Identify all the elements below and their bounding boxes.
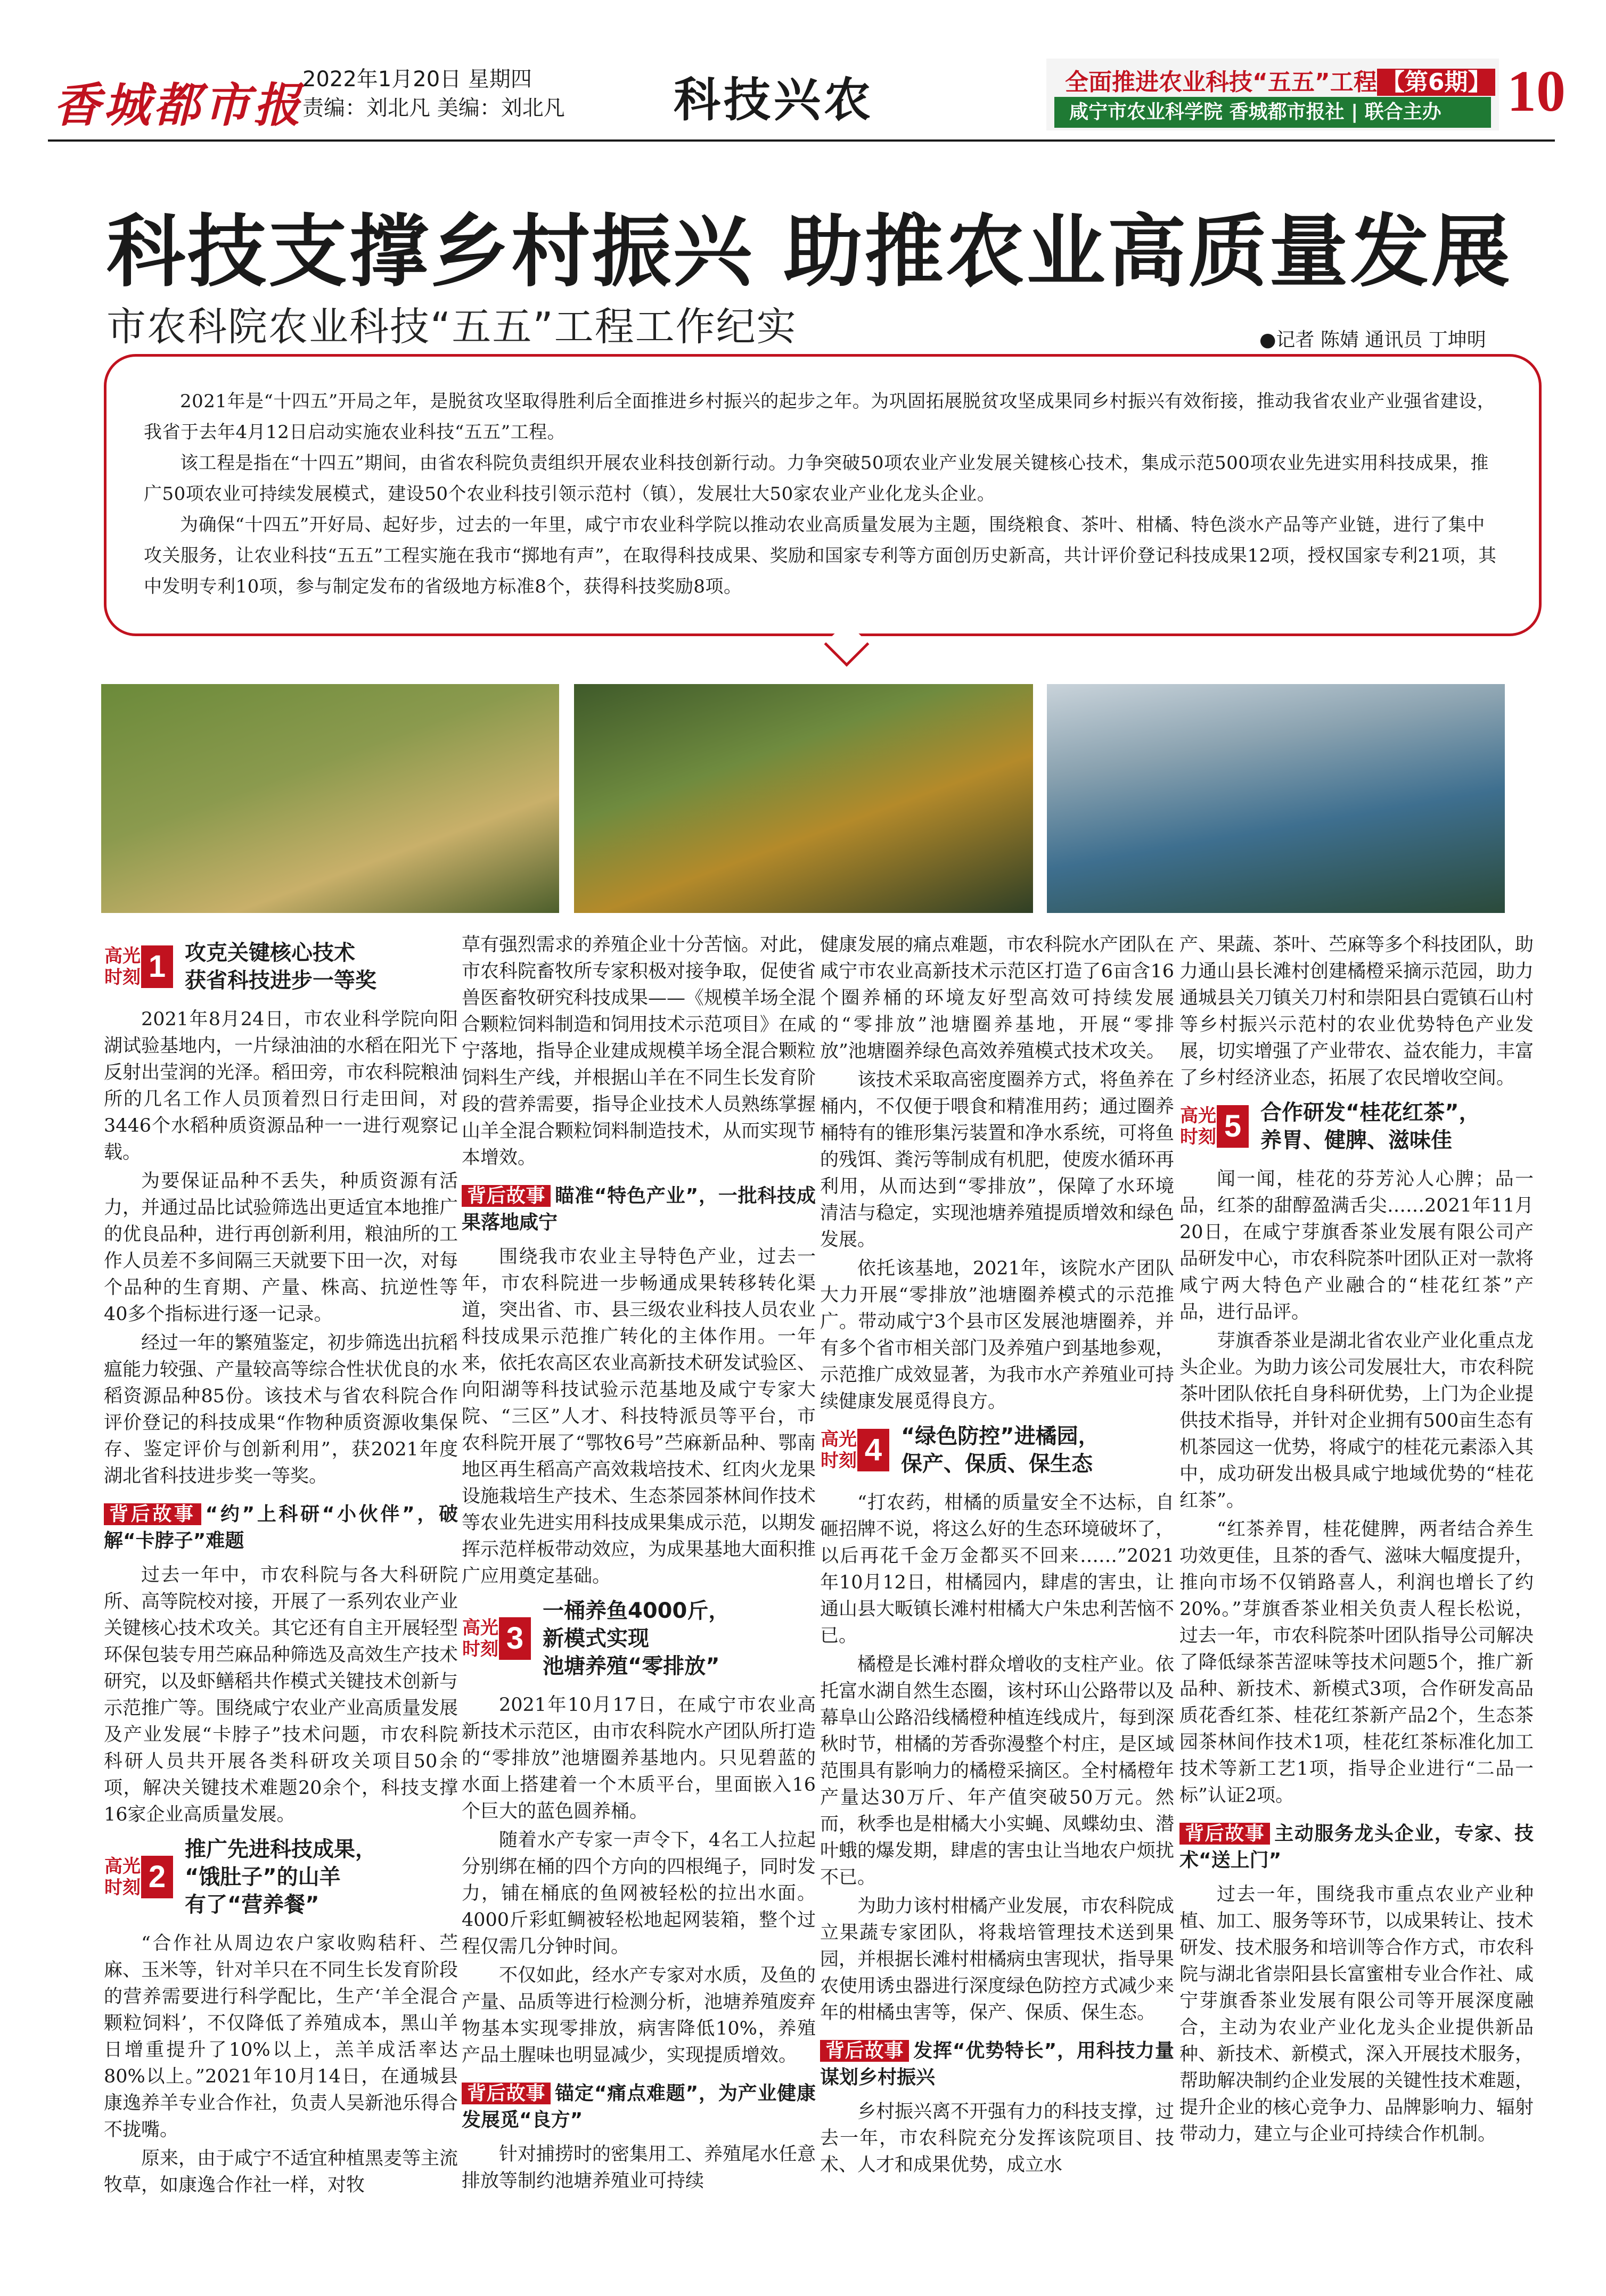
backstory-heading — [820, 2038, 1174, 2091]
headline: 科技支撑乡村振兴 助推农业高质量发展 — [106, 206, 1512, 298]
body-paragraph: 产、果蔬、茶叶、苎麻等多个科技团队，助力通山县长滩村创建橘橙采摘示范园，助力通城县关刀镇关刀村和崇阳县白霓镇石山村等乡村振兴示范村的农业优势特色产业发展，切实增强了产业带农、益农能力，丰富了乡村经济业态，拓展了农民增收空间。 — [1179, 934, 1534, 1089]
column-4 — [1179, 932, 1534, 2150]
backstory-heading — [1179, 1821, 1534, 1874]
backstory-tag: 背后故事 — [104, 1503, 201, 1525]
body-paragraph: 为助力该村柑橘产业发展，市农科院成立果蔬专家团队，将栽培管理技术送到果园，并根据长滩村柑橘病虫害现状，指导果农使用诱虫器进行深度绿色防控方式减少来年的柑橘虫害等，保产、保质、保生态。 — [820, 1896, 1175, 2023]
body-paragraph: 2021年8月24日，市农业科学院向阳湖试验基地内，一片绿油油的水稻在阳光下反射出莹润的光泽。稻田旁，市农科院粮油所的几名工作人员顶着烈日行走田间，对3446个水稻种质资源品种一一进行观察记载。 — [104, 1009, 458, 1163]
highlight-title: 一桶养鱼4000斤， 新模式实现 池塘养殖“零排放” — [543, 1599, 730, 1678]
highlight-number: 2 — [141, 1856, 173, 1898]
highlight-number: 4 — [857, 1429, 889, 1471]
backstory-tag: 背后故事 — [462, 2083, 551, 2104]
issue-date: 2022年1月20日 星期四 — [302, 67, 532, 92]
backstory-title: 主动服务龙头企业，专家、技术“送上门” — [1179, 1823, 1534, 1871]
highlight-heading — [820, 1422, 1174, 1478]
body-paragraph: 经过一年的繁殖鉴定，初步筛选出抗稻瘟能力较强、产量较高等综合性状优良的水稻资源品种85份。该技术与省农科院合作评价登记的科技成果“作物种质资源收集保存、鉴定评价与创新利用”，获2021年度湖北省科技进步奖一等奖。 — [104, 1332, 458, 1487]
highlight-label: 高光 时刻 — [821, 1429, 857, 1471]
photo-fish-tanks — [1047, 684, 1505, 913]
backstory-tag: 背后故事 — [462, 1185, 551, 1207]
highlight-number: 3 — [499, 1617, 531, 1660]
page-number: 10 — [1507, 59, 1566, 124]
highlight-title: 推广先进科技成果， “饿肚子”的山羊 有了“营养餐” — [185, 1837, 376, 1917]
body-paragraph: 原来，由于咸宁不适宜种植黑麦等主流牧草，如康逸合作社一样，对牧 — [104, 2148, 458, 2196]
body-paragraph: “打农药，柑橘的质量安全不达标，自砸招牌不说，将这么好的生态环境破坏了，以后再花千金万金都买不回来……”2021年10月12日，柑橘园内，肆虐的害虫，让通山县大畈镇长滩村柑橘大户朱忠利苦恼不已。 — [820, 1492, 1175, 1647]
column-3 — [820, 932, 1174, 2180]
backstory-heading — [462, 1183, 816, 1236]
dateline — [302, 65, 565, 122]
body-paragraph: 健康发展的痛点难题，市农科院水产团队在咸宁市农业高新技术示范区打造了6亩含16个圈养桶的环境友好型高效可持续发展的“零排放”池塘圈养基地，开展“零排放”池塘圈养绿色高效养殖模式技术攻关。 — [820, 934, 1175, 1062]
body-paragraph: 针对捕捞时的密集用工、养殖尾水任意排放等制约池塘养殖业可持续 — [462, 2144, 816, 2192]
body-paragraph: 过去一年中，市农科院与各大科研院所、高等院校对接，开展了一系列农业产业关键核心技术攻关。其它还有自主开展轻型环保包装专用苎麻品种筛选及高效生产技术研究，以及虾鳝稻共作模式关键技术创新与示范推广等。围绕咸宁农业产业高质量发展及产业发展“卡脖子”技术问题，市农科院科研人员共开展各类科研攻关项目50余项，解决关键技术难题20余个，科技支撑16家企业高质量发展。 — [104, 1565, 458, 1825]
intro-paragraph: 该工程是指在“十四五”期间，由省农科院负责组织开展农业科技创新行动。力争突破50项农业产业发展关键核心技术，集成示范500项农业先进实用科技成果，推广50项农业可持续发展模式，建设50个农业科技引领示范村（镇），发展壮大50家农业产业化龙头企业。 — [144, 452, 1489, 505]
body-paragraph: 为要保证品种不丢失，种质资源有活力，并通过品比试验筛选出更适宜本地推广的优良品种，进行再创新利用，粮油所的工作人员差不多间隔三天就要下田一次，对每个品种的生育期、产量、株高、抗逆性等40多个指标进行逐一记录。 — [104, 1171, 458, 1325]
highlight-heading — [462, 1597, 816, 1680]
highlight-number: 5 — [1217, 1105, 1249, 1148]
backstory-title: “约”上科研“小伙伴”，破解“卡脖子”难题 — [104, 1503, 458, 1552]
column-1 — [104, 932, 458, 2201]
body-paragraph: 依托该基地，2021年，该院水产团队大力开展“零排放”池塘圈养模式的示范推广。带动咸宁3个县市区发展池塘圈养，并有多个省市相关部门及养殖户到基地参观，示范推广成效显著，为我市水产养殖业可持续健康发展觅得良方。 — [820, 1258, 1175, 1412]
highlight-heading — [1179, 1099, 1534, 1154]
body-paragraph: 2021年10月17日，在咸宁市农业高新技术示范区，由市农科院水产团队所打造的“零排放”池塘圈养基地内。只见碧蓝的水面上搭建着一个木质平台，里面嵌入16个巨大的蓝色圆养桶。 — [462, 1694, 816, 1822]
body-paragraph: 芽旗香茶业是湖北省农业产业化重点龙头企业。为助力该公司发展壮大，市农科院茶叶团队依托自身科研优势，上门为企业提供技术指导，并针对企业拥有500亩生态有机茶园这一优势，将咸宁的桂花元素添入其中，成功研发出极具咸宁地域优势的“桂花红茶”。 — [1179, 1330, 1534, 1511]
masthead-rule — [48, 139, 1555, 142]
photo-rice-field — [101, 684, 559, 913]
highlight-label: 高光 时刻 — [104, 1856, 141, 1898]
intro-paragraph: 为确保“十四五”开好局、起好步，过去的一年里，咸宁市农业科学院以推动农业高质量发展为主题，围绕粮食、茶叶、柑橘、特色淡水产品等产业链，进行了集中攻关服务，让农业科技“五五”工程实施在我市“掷地有声”，在取得科技成果、奖励和国家专利等方面创历史新高，共计评价登记科技成果12项，授权国家专利21项，其中发明专利10项，参与制定发布的省级地方标准8个，获得科技奖励8项。 — [144, 514, 1497, 597]
backstory-heading — [462, 2080, 816, 2134]
backstory-tag: 背后故事 — [820, 2040, 909, 2062]
byline: ●记者 陈婧 通讯员 丁坤明 — [1259, 329, 1486, 351]
intro-paragraph: 2021年是“十四五”开局之年，是脱贫攻坚取得胜利后全面推进乡村振兴的起步之年。为巩固拓展脱贫攻坚成果同乡村振兴有效衔接，推动我省农业产业强省建设，我省于去年4月12日启动实施农业科技“五五”工程。 — [144, 391, 1496, 443]
backstory-title: 瞄准“特色产业”，一批科技成果落地咸宁 — [462, 1185, 816, 1233]
section-title: 科技兴农 — [674, 72, 874, 127]
body-paragraph: 围绕我市农业主导特色产业，过去一年，市农科院进一步畅通成果转移转化渠道，突出省、市、县三级农业科技人员农业科技成果示范推广转化的主体作用。一年来，依托农高区农业高新技术研发试验区、向阳湖等科技试验示范基地及咸宁专家大院、“三区”人才、科技特派员等平台，市农科院开展了“鄂牧6号”苎麻新品种、鄂南地区再生稻高产高效栽培技术、红肉火龙果设施栽培生产技术、生态茶园茶林间作技术等农业先进实用科技成果集成示范，以期发挥示范样板带动效应，为成果基地大面积推广应用奠定基础。 — [462, 1246, 816, 1587]
series-organizers: 咸宁市农业科学院 香城都市报社 | 联合主办 — [1054, 97, 1491, 128]
highlight-title: 攻克关键核心技术 获省科技进步一等奖 — [185, 941, 376, 993]
highlight-title: 合作研发“桂花红茶”， 养胃、健脾、滋味佳 — [1260, 1100, 1480, 1153]
highlight-heading — [104, 1836, 458, 1919]
body-paragraph: 草有强烈需求的养殖企业十分苦恼。对此，市农科院畜牧所专家积极对接争取，促使省兽医畜牧研究科技成果——《规模羊场全混合颗粒饲料制造和饲用技术示范项目》在咸宁落地，指导企业建成规模羊场全混合颗粒饲料生产线，并根据山羊在不同生长发育阶段的营养需要，指导企业技术人员熟练掌握山羊全混合颗粒饲料制造技术，从而实现节本增效。 — [462, 934, 816, 1168]
series-title — [1065, 63, 1495, 97]
body-paragraph: 橘橙是长滩村群众增收的支柱产业。依托富水湖自然生态圈，该村环山公路带以及幕阜山公路沿线橘橙种植连线成片，每到深秋时节，柑橘的芳香弥漫整个村庄，是区域范围具有影响力的橘橙采摘区。全村橘橙年产量达30万斤、年产值突破50万元。然而，秋季也是柑橘大小实蝇、凤蝶幼虫、潜叶蛾的爆发期，肆虐的害虫让当地农户烦扰不已。 — [820, 1654, 1175, 1888]
backstory-title: 锚定“痛点难题”，为产业健康发展觅“良方” — [462, 2083, 816, 2131]
series-title-text: 全面推进农业科技“五五”工程 — [1065, 69, 1377, 96]
column-2 — [462, 932, 816, 2196]
body-paragraph: 闻一闻，桂花的芬芳沁人心脾；品一品，红茶的甜醇盈满舌尖……2021年11月20日，在咸宁芽旗香茶业发展有限公司产品研发中心，市农科院茶叶团队正对一款将咸宁两大特色产业融合的“桂花红茶”产品，进行品评。 — [1179, 1168, 1534, 1323]
photo-orchard-visit — [574, 684, 1033, 913]
body-paragraph: “红茶养胃，桂花健脾，两者结合养生功效更佳，且茶的香气、滋味大幅度提升，推向市场不仅销路喜人，利润也增长了约20%。”芽旗香茶业相关负责人程长松说，过去一年，市农科院茶叶团队指导公司解决了降低绿茶苦涩味等技术问题5个，推广新品种、新技术、新模式3项，合作研发高品质花香红茶、桂花红茶新产品2个，生态茶园茶林间作技术1项，桂花红茶标准化加工技术等新工艺1项，指导企业进行“二品一标”认证2项。 — [1179, 1519, 1534, 1806]
newspaper-logo: 香城都市报 — [53, 77, 304, 133]
backstory-heading — [104, 1501, 458, 1554]
editors: 责编：刘北凡 美编：刘北凡 — [302, 96, 565, 120]
backstory-title: 发挥“优势特长”，用科技力量谋划乡村振兴 — [820, 2040, 1174, 2088]
series-issue: 【第6期】 — [1377, 69, 1496, 96]
highlight-number: 1 — [141, 945, 173, 988]
body-paragraph: 不仅如此，经水产专家对水质，及鱼的产量、品质等进行检测分析，池塘养殖废弃物基本实现零排放，病害降低10%，养殖产品土腥味也明显减少，实现提质增效。 — [462, 1965, 816, 2066]
body-paragraph: 随着水产专家一声令下，4名工人拉起分别绑在桶的四个方向的四根绳子，同时发力，铺在桶底的鱼网被轻松的拉出水面。4000斤彩虹鲷被轻松地起网装箱，整个过程仅需几分钟时间。 — [462, 1830, 816, 1957]
body-paragraph: 过去一年，围绕我市重点农业产业种植、加工、服务等环节，以成果转让、技术研发、技术服务和培训等合作方式，市农科院与湖北省崇阳县长富蜜柑专业合作社、咸宁芽旗香茶业发展有限公司等开展深度融合，主动为农业产业化龙头企业提供新品种、新技术、新模式，深入开展技术服务，帮助解决制约企业发展的关键性技术难题，提升企业的核心竞争力、品牌影响力、辐射带动力，建立与企业可持续合作机制。 — [1179, 1884, 1534, 2145]
highlight-label: 高光 时刻 — [104, 945, 141, 988]
body-paragraph: “合作社从周边农户家收购秸秆、苎麻、玉米等，针对羊只在不同生长发育阶段的营养需要进行科学配比，生产‘羊全混合颗粒饲料’，不仅降低了养殖成本，黑山羊日增重提升了10%以上，羔羊成活率达80%以上。”2021年10月14日，在通城县康逸养羊专业合作社，负责人吴新池乐得合不拢嘴。 — [104, 1933, 458, 2141]
subheadline: 市农科院农业科技“五五”工程工作纪实 — [106, 304, 797, 350]
highlight-label: 高光 时刻 — [1180, 1105, 1216, 1148]
body-paragraph: 该技术采取高密度圈养方式，将鱼养在桶内，不仅便于喂食和精准用药；通过圈养桶特有的锥形集污装置和净水系统，可将鱼的残饵、粪污等制成有机肥，使废水循环再利用，从而达到“零排放”，保障了水环境清洁与稳定，实现池塘养殖提质增效和绿色发展。 — [820, 1069, 1175, 1250]
highlight-title: “绿色防控”进橘园， 保产、保质、保生态 — [901, 1424, 1100, 1476]
backstory-tag: 背后故事 — [1179, 1823, 1270, 1845]
intro-box — [104, 354, 1542, 636]
body-paragraph: 乡村振兴离不开强有力的科技支撑，过去一年，市农科院充分发挥该院项目、技术、人才和成果优势，成立水 — [820, 2101, 1175, 2176]
highlight-heading — [104, 939, 458, 994]
highlight-label: 高光 时刻 — [462, 1617, 498, 1660]
